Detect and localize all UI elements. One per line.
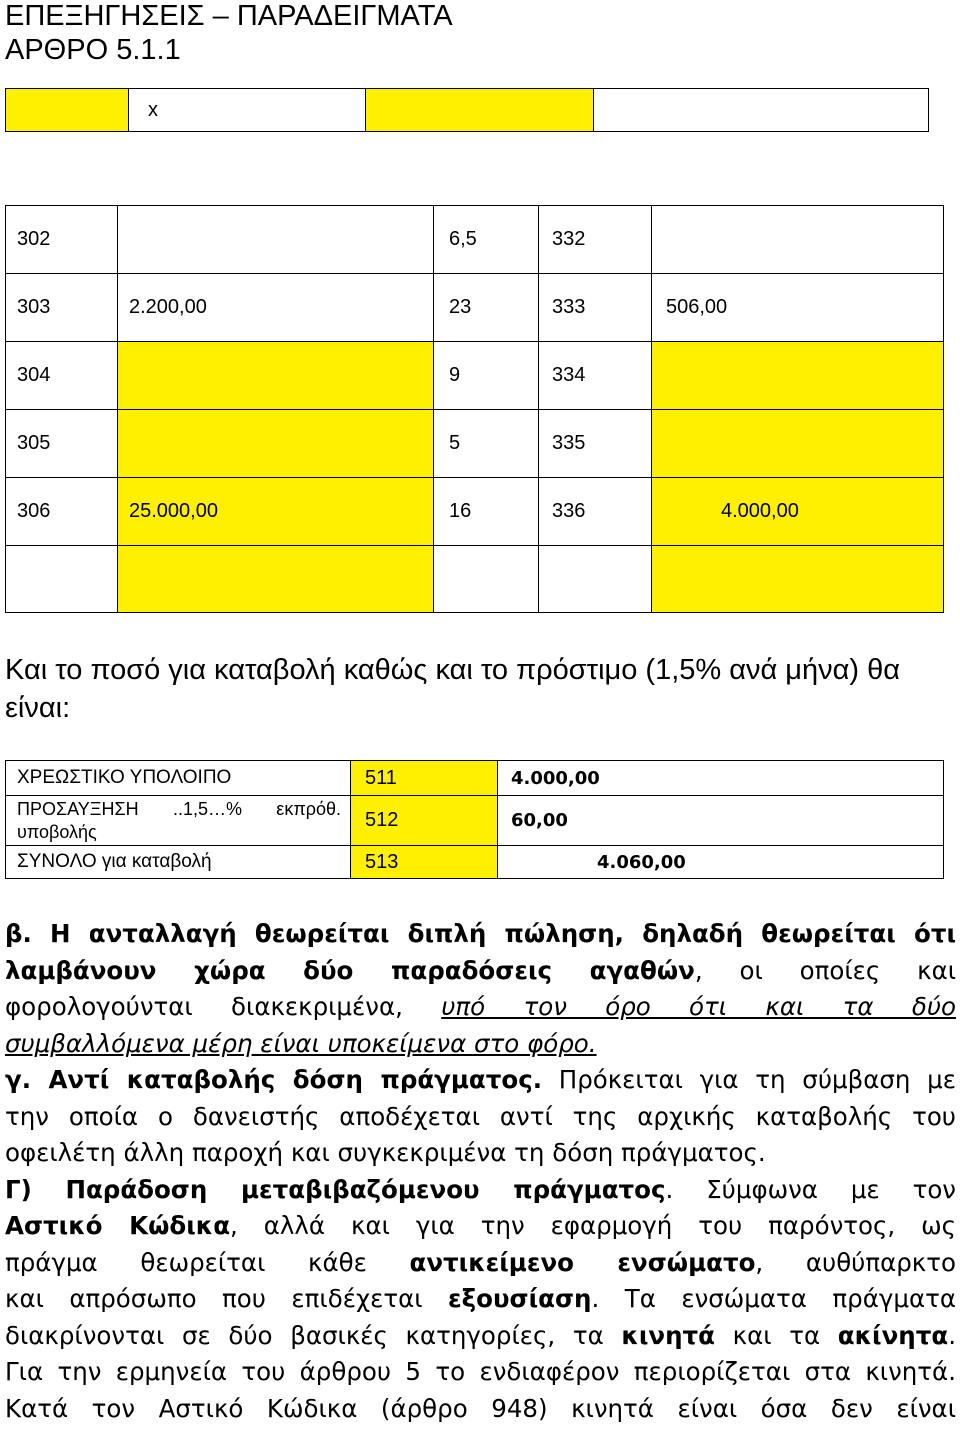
table-cell-code: 304 [6, 342, 118, 410]
body-line [5, 1026, 956, 1063]
emphasized-text: συμβαλλόμενα μέρη είναι υποκείμενα στο φόρο. [5, 1028, 597, 1058]
table-cell-code2: 334 [539, 342, 652, 410]
table-cell-amount [118, 206, 434, 274]
table-row [6, 89, 929, 132]
summary-label-text [17, 798, 341, 844]
text: διακρίνονται σε δύο βασικές κατηγορίες, τα [5, 1320, 622, 1350]
bold-text: ακίνητα [837, 1320, 949, 1350]
body-line [5, 1391, 956, 1428]
body-line [5, 1354, 956, 1391]
table-cell-amount2 [652, 342, 944, 410]
summary-label-line: υποβολής [17, 821, 97, 842]
text: Για την ερμηνεία του άρθρου 5 το ενδιαφέρον περιορίζεται στα κινητά. [5, 1357, 956, 1386]
body-line [5, 1245, 956, 1282]
table-row [6, 410, 944, 478]
table-cell-code: 303 [6, 274, 118, 342]
table-cell-code: 305 [6, 410, 118, 478]
top-strip-cell [594, 89, 929, 132]
body-line [5, 916, 956, 953]
table-row [6, 206, 944, 274]
summary-code: 511 [351, 761, 498, 796]
bold-text: λαμβάνουν χώρα δύο παραδόσεις αγαθών [5, 955, 695, 985]
summary-label [6, 796, 351, 846]
text: φορολογούνται διακεκριμένα, [5, 992, 442, 1021]
table-cell-code2 [539, 546, 652, 613]
table-cell-amount [118, 546, 434, 613]
table-cell-amount [118, 342, 434, 410]
table-cell-value: 6,5 [434, 206, 539, 274]
body-line [5, 989, 956, 1026]
body-line [5, 1172, 956, 1209]
table-cell-amount2 [652, 206, 944, 274]
intro-line: είναι: [5, 692, 71, 724]
table-row [6, 274, 944, 342]
table-row [6, 342, 944, 410]
text: Πρόκειται για τη σύμβαση με [542, 1065, 956, 1094]
table-cell-value [434, 546, 539, 613]
bold-text: εξουσίαση [448, 1284, 592, 1313]
text: πράγμα θεωρείται κάθε [5, 1247, 410, 1277]
text: και τα [714, 1320, 838, 1350]
table-cell-amount: 25.000,00 [118, 478, 434, 546]
table-cell-code2: 335 [539, 410, 652, 478]
summary-code: 512 [351, 796, 498, 846]
table-row [6, 796, 944, 846]
bold-text: β. Η ανταλλαγή θεωρείται διπλή πώληση, δηλαδή θεωρείται ότι [5, 919, 956, 948]
summary-label-line: ΠΡΟΣΑΥΞΗΣΗ ..1,5…% εκπρόθ. [17, 798, 341, 819]
body-line [5, 953, 956, 990]
text: και απρόσωπο που επιδέχεται [5, 1284, 448, 1313]
body-line [5, 1281, 956, 1318]
main-table [5, 205, 944, 613]
table-cell-value: 5 [434, 410, 539, 478]
text: , αλλά και για την εφαρμογή του παρόντος, ως [230, 1211, 956, 1240]
article-heading: ΑΡΘΡΟ 5.1.1 [5, 34, 181, 66]
bold-text: κινητά [621, 1320, 715, 1350]
text: Κατά τον Αστικό Κώδικα (άρθρο 948) κινητά είναι όσα δεν είναι [5, 1393, 956, 1423]
top-strip-cell [129, 89, 366, 132]
body-line [5, 1318, 956, 1355]
top-strip [5, 88, 929, 132]
text: . [948, 1320, 956, 1350]
table-cell-value: 16 [434, 478, 539, 546]
table-cell-amount2 [652, 410, 944, 478]
body-text [5, 916, 956, 1427]
summary-amount: 4.060,00 [498, 846, 944, 879]
bold-text: Γ) Παράδοση μεταβιβαζόμενου πράγματος [5, 1174, 666, 1204]
body-line [5, 1062, 956, 1099]
top-strip-label: x [148, 98, 158, 121]
table-cell-code: 306 [6, 478, 118, 546]
bold-text: γ. Αντί καταβολής δόση πράγματος. [5, 1065, 543, 1094]
intro-line: Και το ποσό για καταβολή καθώς και το πρόστιμο (1,5% ανά μήνα) θα [5, 654, 901, 686]
table-row [6, 546, 944, 613]
text: . Τα ενσώματα πράγματα [591, 1284, 956, 1313]
table-cell-amount: 2.200,00 [118, 274, 434, 342]
summary-label: ΣΥΝΟΛΟ για καταβολή [6, 846, 351, 879]
table-cell-amount2: 506,00 [652, 274, 944, 342]
summary-code: 513 [351, 846, 498, 879]
summary-amount: 4.000,00 [498, 761, 944, 796]
table-cell-amount [118, 410, 434, 478]
body-line [5, 1135, 956, 1172]
table-cell-code: 302 [6, 206, 118, 274]
text: , οι οποίες και [694, 955, 956, 985]
top-strip-cell [6, 89, 129, 132]
text: οφειλέτη άλλη παροχή και συγκεκριμένα τη δόση πράγματος. [5, 1138, 766, 1167]
text: , αυθύπαρκτο [755, 1247, 956, 1277]
emphasized-text: υπό τον όρο ότι και τα δύο [441, 992, 956, 1021]
table-cell-value: 23 [434, 274, 539, 342]
table-row [6, 478, 944, 546]
table-row [6, 761, 944, 796]
body-line [5, 1208, 956, 1245]
table-cell-code [6, 546, 118, 613]
body-line [5, 1099, 956, 1136]
summary-table [5, 760, 944, 879]
text: . Σύμφωνα με τον [665, 1174, 956, 1204]
bold-text: αντικείμενο ενσώματο [409, 1247, 756, 1277]
summary-amount: 60,00 [498, 796, 944, 846]
table-cell-code2: 332 [539, 206, 652, 274]
table-cell-amount2: 4.000,00 [652, 478, 944, 546]
text: την οποία ο δανειστής αποδέχεται αντί της αρχικής καταβολής του [5, 1101, 956, 1131]
bold-text: Αστικό Κώδικα [5, 1211, 231, 1240]
top-strip-cell [366, 89, 594, 132]
page-title: ΕΠΕΞΗΓΗΣΕΙΣ – ΠΑΡΑΔΕΙΓΜΑΤΑ [5, 0, 453, 32]
summary-label: ΧΡΕΩΣΤΙΚΟ ΥΠΟΛΟΙΠΟ [6, 761, 351, 796]
table-cell-amount2 [652, 546, 944, 613]
table-row [6, 846, 944, 879]
table-cell-value: 9 [434, 342, 539, 410]
table-cell-code2: 333 [539, 274, 652, 342]
table-cell-code2: 336 [539, 478, 652, 546]
